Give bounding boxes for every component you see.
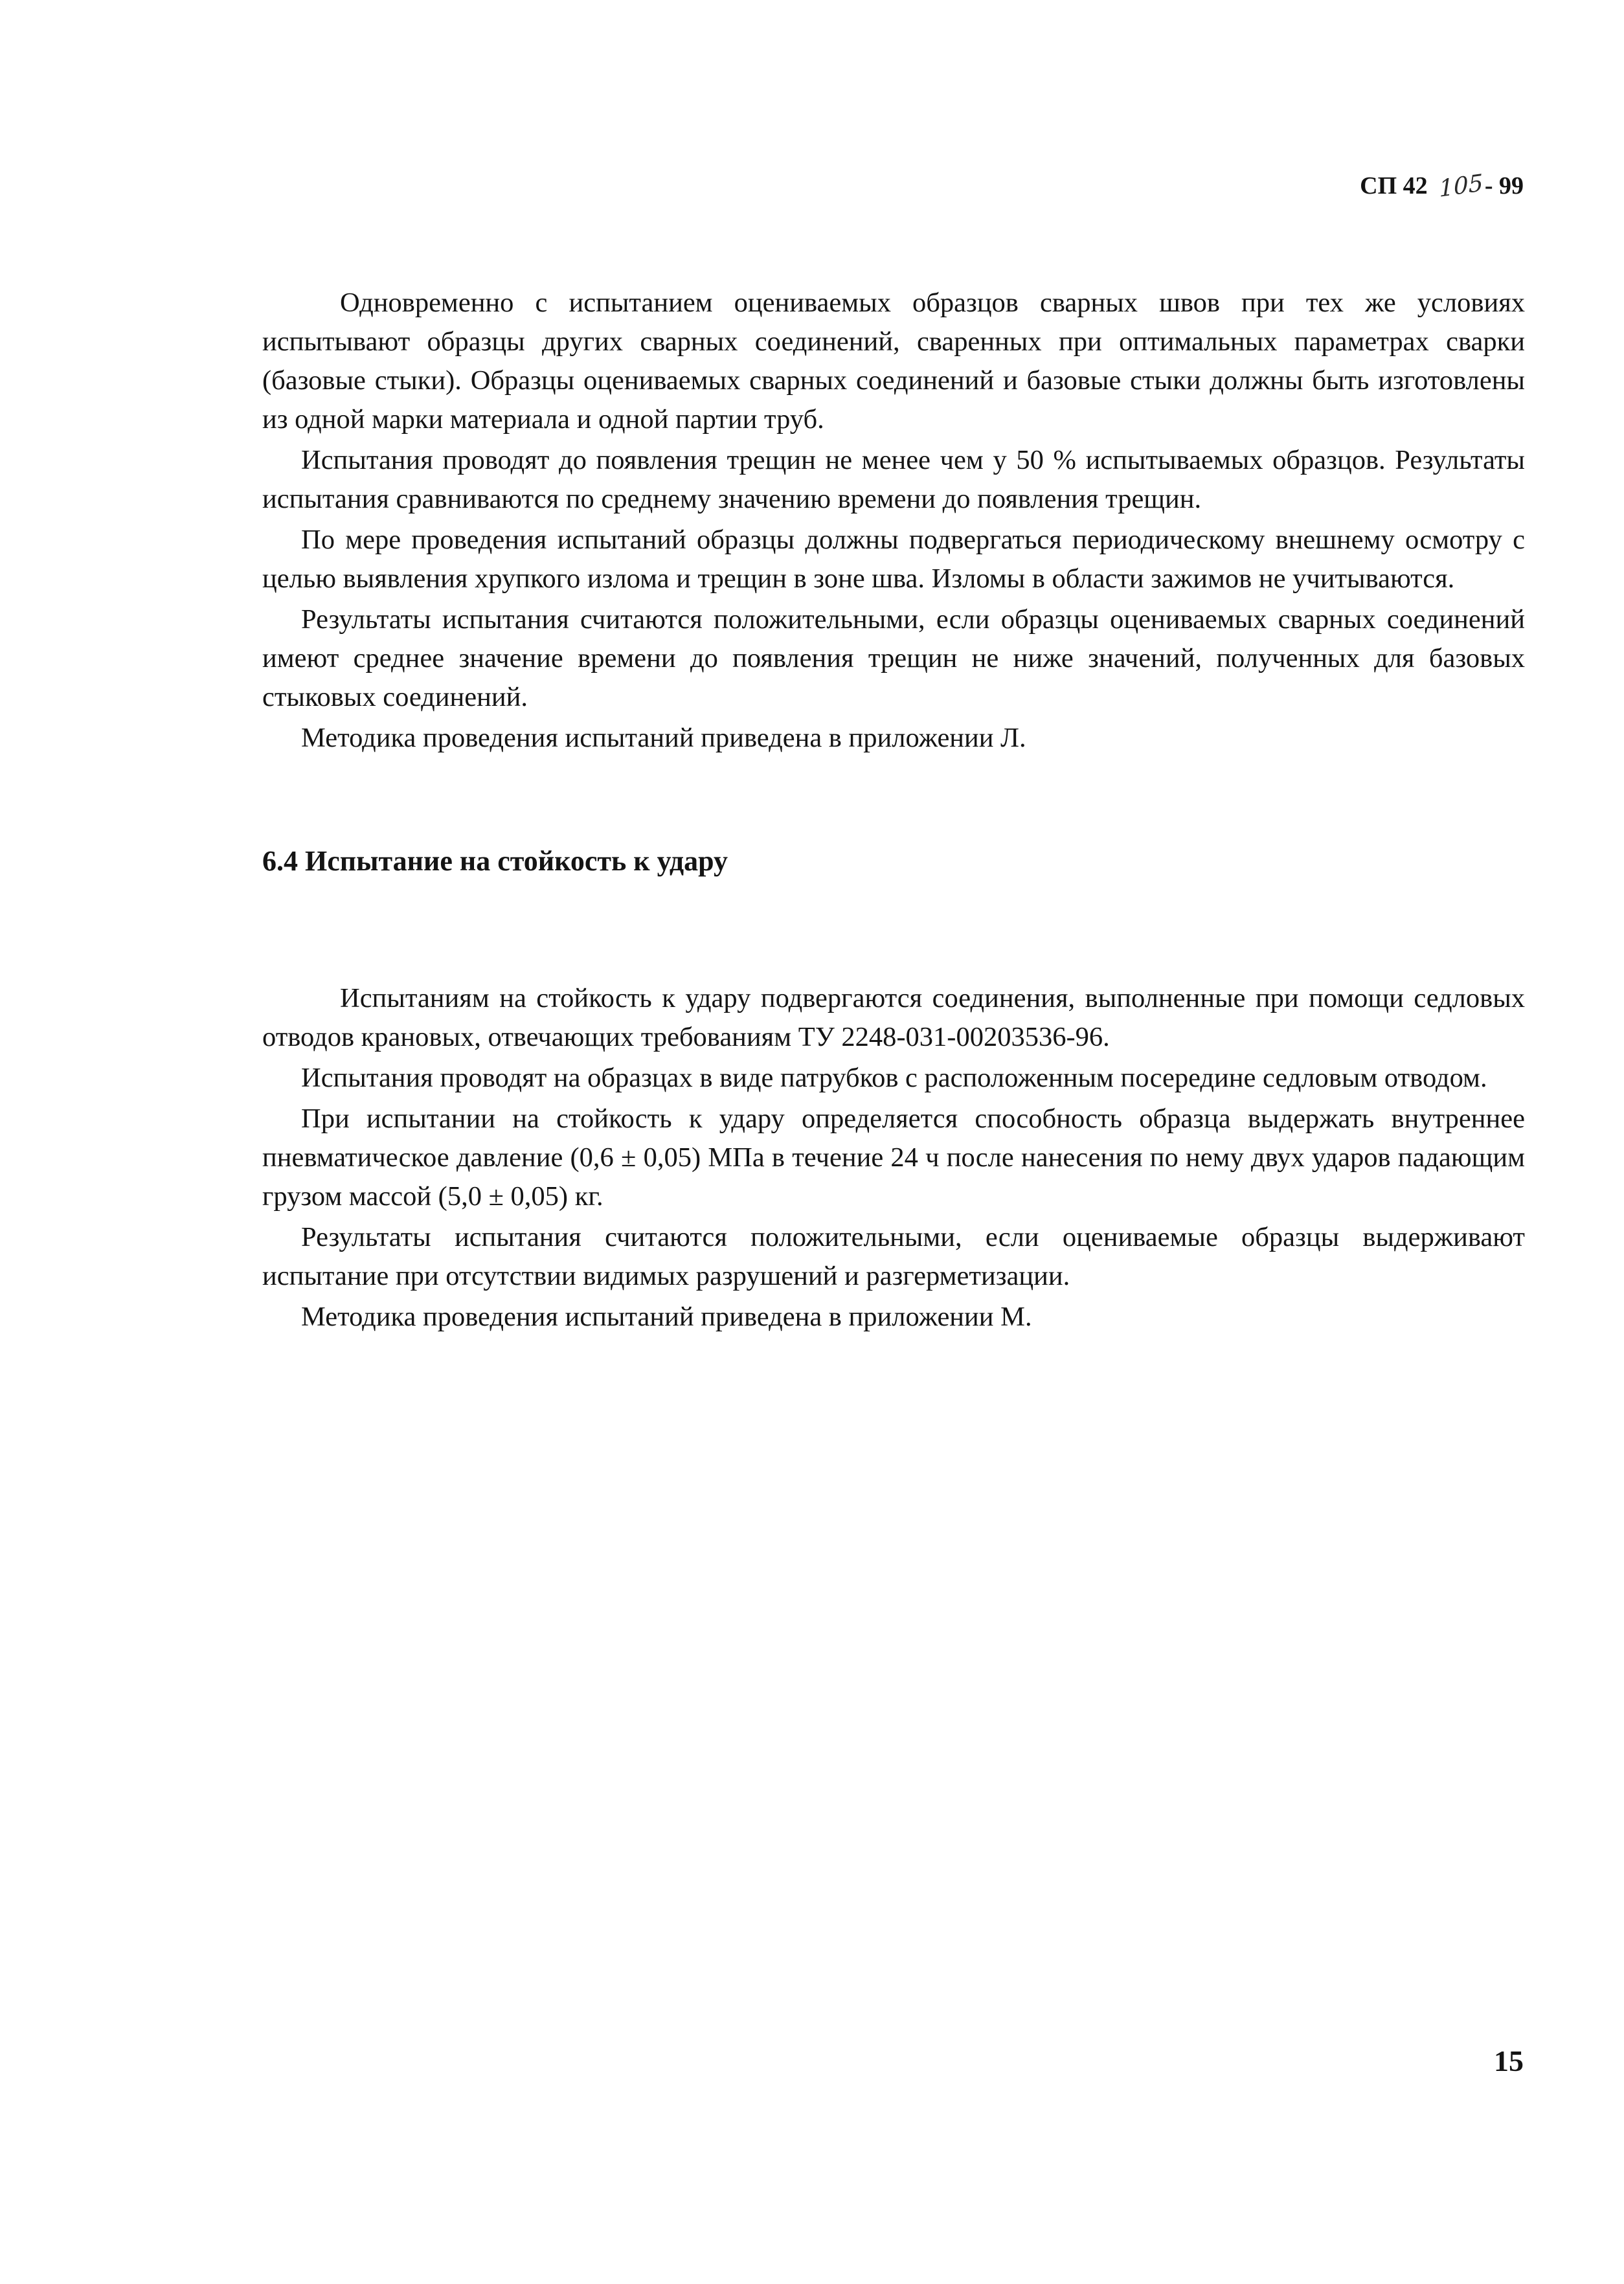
paragraph: Результаты испытания считаются положительными, если оцениваемые образцы выдерживают испытание при отсутствии видимых разрушений и разгерметизации. <box>262 1222 1525 1291</box>
paragraph: Испытания проводят до появления трещин не менее чем у 50 % испытываемых образцов. Результаты испытания сравниваются по среднему значению времени до появления трещин. <box>262 445 1525 514</box>
page-number: 15 <box>1494 2044 1524 2077</box>
section-heading: 6.4 Испытание на стойкость к удару <box>262 845 728 877</box>
paragraph: Результаты испытания считаются положительными, если образцы оцениваемых сварных соединений имеют среднее значение времени до появления трещин не ниже значений, полученных для базовых стыковых соединений. <box>262 604 1525 712</box>
paragraph: По мере проведения испытаний образцы должны подвергаться периодическому внешнему осмотру с целью выявления хрупкого излома и трещин в зоне шва. Изломы в области зажимов не учитываются. <box>262 525 1525 594</box>
handwritten-code-number: 105 <box>1438 170 1484 203</box>
document-code <box>1360 170 1524 203</box>
paragraph: Испытания проводят на образцах в виде патрубков с расположенным посередине седловым отводом. <box>301 1063 1487 1093</box>
document-code-suffix: - 99 <box>1484 172 1524 199</box>
paragraph: Испытаниям на стойкость к удару подвергаются соединения, выполненные при помощи седловых отводов крановых, отвечающих требованиям ТУ 2248-031-00203536-96. <box>262 983 1525 1052</box>
paragraph: Методика проведения испытаний приведена в приложении М. <box>301 1302 1032 1332</box>
document-body <box>262 284 1525 1337</box>
document-code-prefix: СП 42 <box>1360 172 1428 199</box>
paragraph: Одновременно с испытанием оцениваемых образцов сварных швов при тех же условиях испытывают образцы других сварных соединений, сваренных при оптимальных параметрах сварки (базовые стыки). Образцы оцениваемых сварных соединений и базовые стыки должны быть изготовлены из одной марки материала и одной партии труб. <box>262 288 1525 435</box>
paragraph: При испытании на стойкость к удару определяется способность образца выдержать внутреннее пневматическое давление (0,6 ± 0,05) МПа в течение 24 ч после нанесения по нему двух ударов падающим грузом массой (5,0 ± 0,05) кг. <box>262 1103 1525 1212</box>
paragraph: Методика проведения испытаний приведена в приложении Л. <box>301 723 1026 753</box>
